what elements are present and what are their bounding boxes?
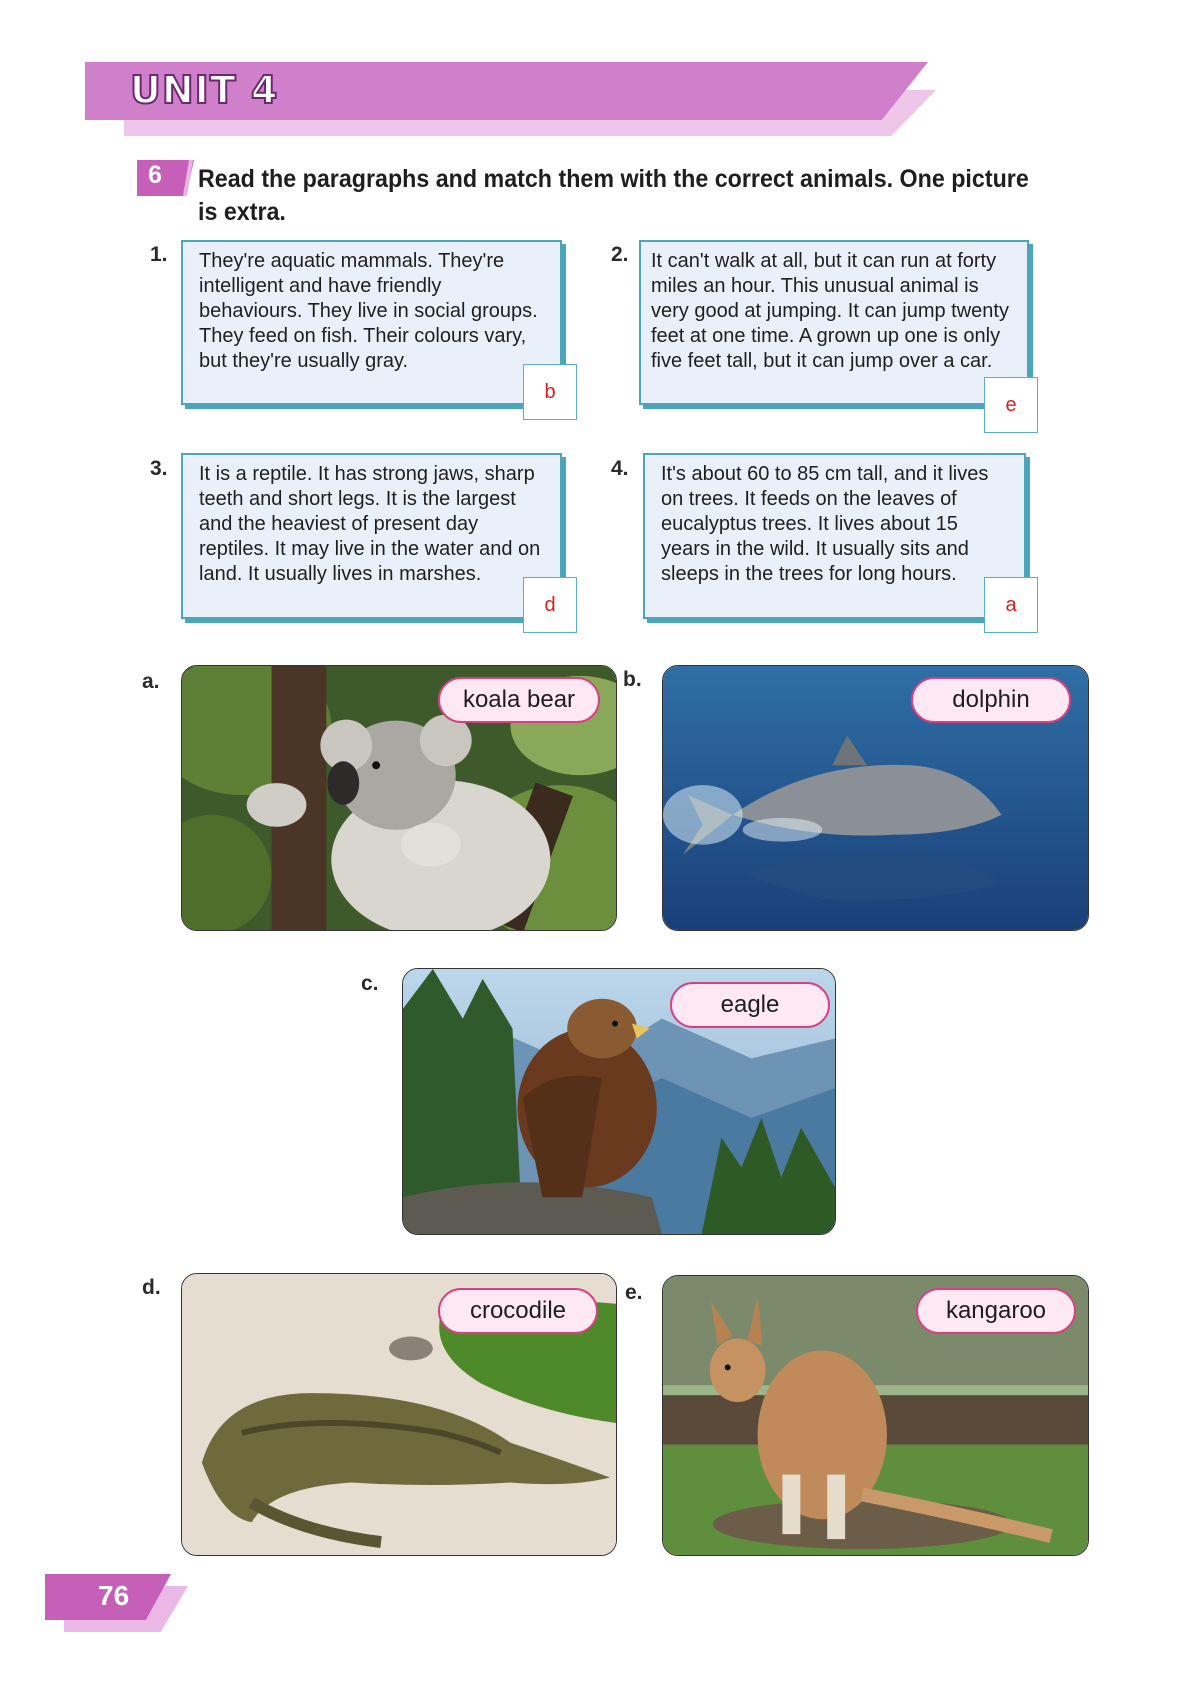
answer-box[interactable]: a (984, 577, 1038, 633)
animal-label: crocodile (438, 1288, 598, 1334)
picture-letter: e. (625, 1281, 643, 1304)
exercise-instruction: Read the paragraphs and match them with the correct animals. One picture is extra. (198, 165, 1029, 226)
paragraph-card (643, 453, 1026, 619)
paragraph-number: 1. (150, 243, 168, 266)
paragraph-number: 3. (150, 457, 168, 480)
animal-label: koala bear (438, 677, 600, 723)
animal-label: dolphin (911, 677, 1071, 723)
exercise-number: 6 (148, 161, 162, 189)
picture-letter: d. (142, 1276, 161, 1299)
paragraph-text: It can't walk at all, but it can run at forty miles an hour. This unusual animal is very good at jumping. It can jump twenty feet at one time. A grown up one is only five feet tall, but it can jump over a car. (651, 250, 1009, 372)
answer-box[interactable]: e (984, 377, 1038, 433)
paragraph-number: 2. (611, 243, 629, 266)
picture-letter: a. (142, 670, 160, 693)
paragraph-text: It's about 60 to 85 cm tall, and it lives on trees. It feeds on the leaves of eucalyptus trees. It lives about 15 years in the wild. It usually sits and sleeps in the trees for long hours. (661, 463, 989, 585)
answer-box[interactable]: d (523, 577, 577, 633)
answer-box[interactable]: b (523, 364, 577, 420)
picture-letter: c. (361, 972, 379, 995)
page-number: 76 (98, 1580, 130, 1611)
paragraph-card (181, 453, 562, 619)
paragraph-text: They're aquatic mammals. They're intelligent and have friendly behaviours. They live in social groups. They feed on fish. Their colours vary, but they're usually gray. (199, 250, 538, 372)
paragraph-number: 4. (611, 457, 629, 480)
paragraph-card (639, 240, 1029, 405)
unit-title: UNIT 4 (130, 68, 279, 112)
animal-label: kangaroo (916, 1288, 1076, 1334)
paragraph-card (181, 240, 562, 405)
animal-label: eagle (670, 982, 830, 1028)
picture-letter: b. (623, 668, 642, 691)
paragraph-text: It is a reptile. It has strong jaws, sharp teeth and short legs. It is the largest and the heaviest of present day reptiles. It may live in the water and on land. It usually lives in marshes. (199, 463, 541, 585)
